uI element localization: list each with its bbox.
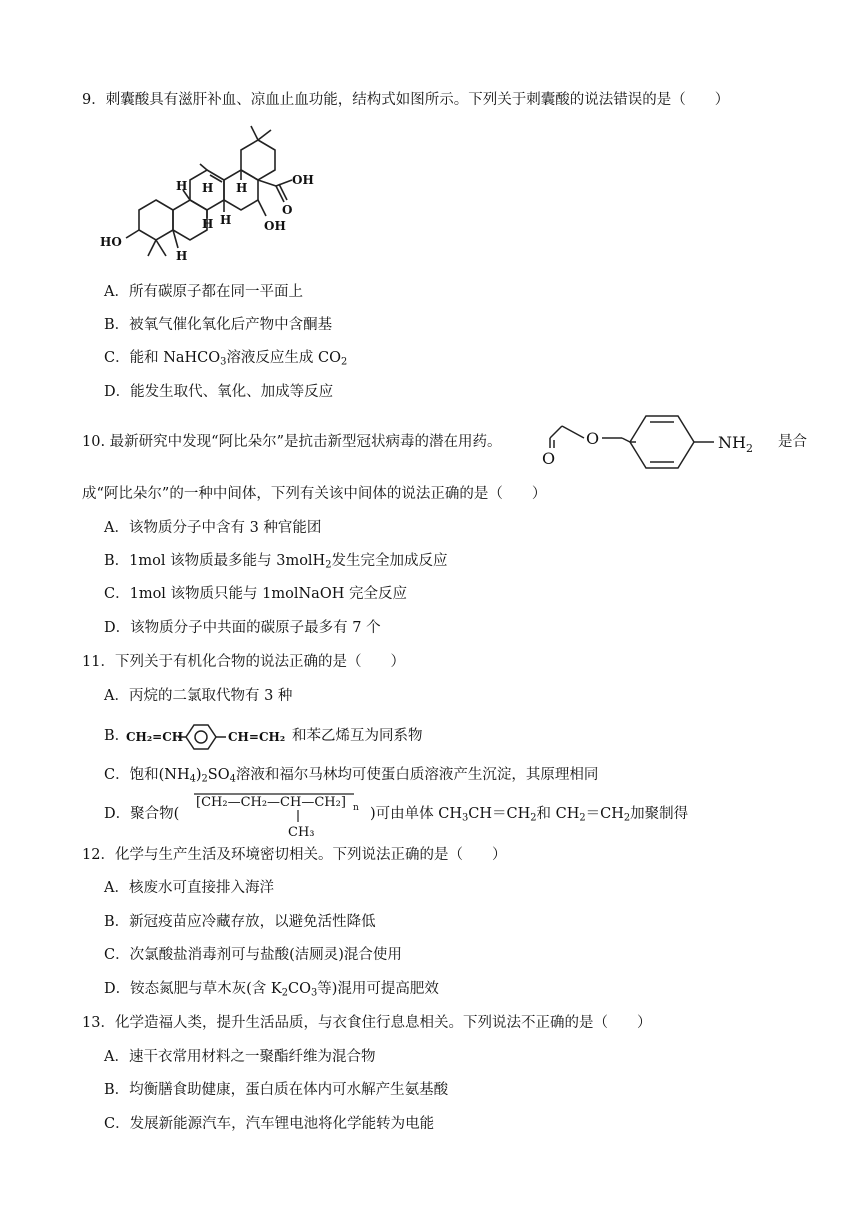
q11-option-b-text: 和苯乙烯互为同系物 — [292, 728, 423, 744]
q9-oh-top-label: OH — [292, 173, 314, 187]
q11-option-c: C．饱和$(NH_4)_2SO_4$溶液和福尔马林均可使蛋白质溶液产生沉淀，其原理相同 — [104, 767, 599, 785]
q11-option-d-label: D．聚合物( — [104, 806, 180, 822]
q11-stem: 11．下列关于有机化合物的说法正确的是（ ） — [82, 654, 405, 670]
q9-h-label: H — [202, 181, 214, 195]
q9-option-a: A．所有碳原子都在同一平面上 — [104, 284, 303, 300]
q11-polymer-n: n — [353, 803, 359, 813]
q11-divinylbenzene-diagram — [126, 722, 286, 750]
q10-carbonyl-o-label: O — [542, 449, 556, 468]
q9-h-label: H — [176, 249, 188, 263]
q9-h-label: H — [202, 217, 214, 231]
q11-polymer-diagram — [190, 788, 370, 840]
q10-option-a: A．该物质分子中含有 3 种官能团 — [104, 520, 322, 536]
q13-stem: 13．化学造福人类，提升生活品质，与衣食住行息息相关。下列说法不正确的是（ ） — [82, 1015, 652, 1031]
q12-option-c: C．次氯酸盐消毒剂可与盐酸(洁厕灵)混合使用 — [104, 947, 402, 963]
q10-stem-line1-end: 是合 — [778, 434, 807, 450]
q9-option-d: D．能发生取代、氧化、加成等反应 — [104, 384, 334, 400]
q10-ether-o-label: O — [586, 429, 600, 448]
q10-structure-diagram — [538, 412, 774, 474]
q11-polymer-chain: [CH₂—CH₂—CH—CH₂] — [196, 795, 346, 810]
q12-option-d: D．铵态氮肥与草木灰(含 $K_2CO_3$等)混用可提高肥效 — [104, 981, 439, 999]
q11-polymer-ch3: CH₃ — [288, 825, 315, 840]
q12-option-a: A．核废水可直接排入海洋 — [104, 880, 274, 896]
q12-stem: 12．化学与生产生活及环境密切相关。下列说法正确的是（ ） — [82, 847, 507, 863]
q12-option-b: B．新冠疫苗应冷藏存放，以避免活性降低 — [104, 914, 376, 930]
q11-b-left-group: CH₂=CH — [126, 730, 184, 744]
q9-option-c: C．能和 NaHCO$_3$溶液反应生成 $CO_2$ — [104, 350, 348, 368]
q9-h-label: H — [176, 179, 188, 193]
q10-option-b: B．1mol 该物质最多能与 3molH$_2$发生完全加成反应 — [104, 553, 448, 571]
q9-o-label: O — [282, 203, 293, 217]
q11-option-a: A．丙烷的二氯取代物有 3 种 — [104, 688, 293, 704]
q9-h-label: H — [220, 213, 232, 227]
q10-nh2-label: $NH_2$ — [718, 433, 753, 455]
q9-h-label: H — [236, 181, 248, 195]
q11-b-right-group: CH=CH₂ — [228, 730, 286, 744]
q9-stem: 9．刺囊酸具有滋肝补血、凉血止血功能，结构式如图所示。下列关于刺囊酸的说法错误的是（ ） — [82, 92, 730, 108]
q11-option-d-text: )可由单体 $CH_3CH=CH_2$和 $CH_2=CH_2$加聚制得 — [370, 806, 689, 824]
q10-stem-line2: 成“阿比朵尔”的一种中间体，下列有关该中间体的说法正确的是（ ） — [82, 486, 547, 502]
q11-option-b-label: B． — [104, 728, 130, 744]
q9-structure-diagram — [96, 118, 336, 278]
q13-option-b: B．均衡膳食助健康，蛋白质在体内可水解产生氨基酸 — [104, 1082, 449, 1098]
q10-option-c: C．1mol 该物质只能与 1molNaOH 完全反应 — [104, 586, 407, 602]
q9-option-b: B．被氧气催化氧化后产物中含酮基 — [104, 317, 333, 333]
q9-oh-bottom-label: OH — [264, 219, 286, 233]
q10-stem-line1: 10. 最新研究中发现“阿比朵尔”是抗击新型冠状病毒的潜在用药。 — [82, 434, 502, 450]
q10-option-d: D．该物质分子中共面的碳原子最多有 7 个 — [104, 620, 381, 636]
q9-ho-label: HO — [100, 235, 122, 249]
q13-option-a: A．速干衣常用材料之一聚酯纤维为混合物 — [104, 1049, 376, 1065]
q13-option-c: C．发展新能源汽车，汽车锂电池将化学能转为电能 — [104, 1116, 435, 1132]
